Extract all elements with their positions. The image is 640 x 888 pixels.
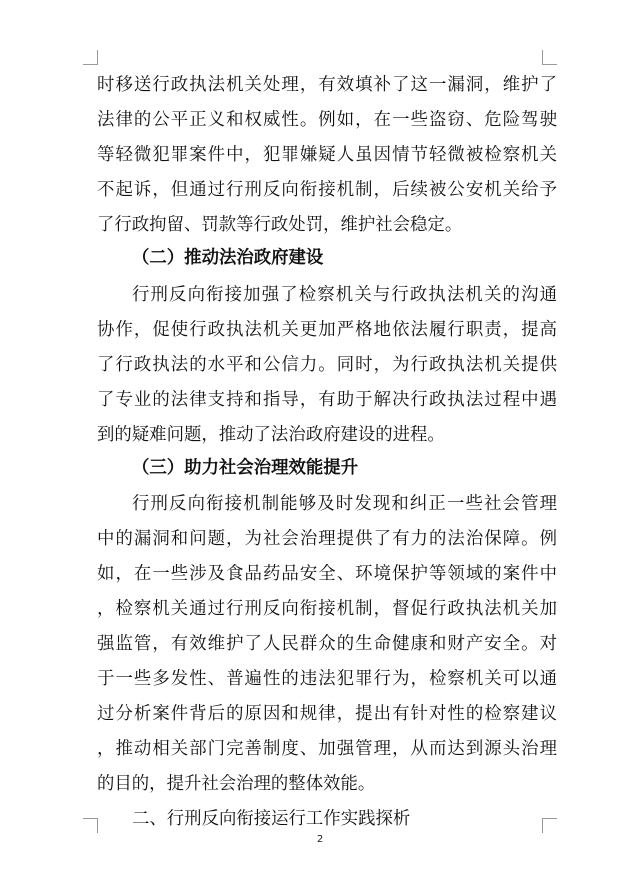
chapter-heading: 二、行刑反向衔接运行工作实践探析 (132, 809, 411, 829)
crop-mark-top-right (542, 50, 557, 65)
crop-mark-bottom-left (83, 818, 98, 833)
paragraph-line: 法律的公平正义和权威性。例如，在一些盗窃、危险驾驶 (97, 110, 557, 130)
paragraph-line: 的目的，提升社会治理的整体效能。 (97, 774, 376, 794)
paragraph-line: 时移送行政执法机关处理，有效填补了这一漏洞，维护了 (97, 75, 557, 95)
paragraph-line: 行刑反向衔接机制能够及时发现和纠正一些社会管理 (132, 494, 557, 514)
section-heading: （二）推动法治政府建设 (132, 248, 324, 268)
paragraph-line: 了专业的法律支持和指导，有助于解决行政执法过程中遇 (97, 390, 557, 410)
paragraph-line: 过分析案件背后的原因和规律，提出有针对性的检察建议 (97, 704, 557, 724)
paragraph-line: 强监管，有效维护了人民群众的生命健康和财产安全。对 (97, 634, 557, 654)
paragraph-line: 了行政拘留、罚款等行政处罚，维护社会稳定。 (97, 215, 463, 235)
page-number: 2 (316, 834, 324, 845)
paragraph-line: 了行政执法的水平和公信力。同时，为行政执法机关提供 (97, 355, 557, 375)
paragraph-line: ，检察机关通过行刑反向衔接机制，督促行政执法机关加 (97, 599, 557, 619)
section-heading: （三）助力社会治理效能提升 (132, 458, 359, 478)
paragraph-line: 于一些多发性、普遍性的违法犯罪行为，检察机关可以通 (97, 669, 557, 689)
crop-mark-top-left (83, 50, 98, 65)
paragraph-line: 不起诉，但通过行刑反向衔接机制，后续被公安机关给予 (97, 180, 557, 200)
paragraph-line: ，推动相关部门完善制度、加强管理，从而达到源头治理 (97, 739, 557, 759)
paragraph-line: 协作，促使行政执法机关更加严格地依法履行职责，提高 (97, 320, 557, 340)
paragraph-line: 等轻微犯罪案件中，犯罪嫌疑人虽因情节轻微被检察机关 (97, 145, 557, 165)
paragraph-line: 到的疑难问题，推动了法治政府建设的进程。 (97, 425, 445, 445)
paragraph-line: 行刑反向衔接加强了检察机关与行政执法机关的沟通 (132, 285, 557, 305)
paragraph-line: 中的漏洞和问题，为社会治理提供了有力的法治保障。例 (97, 529, 557, 549)
paragraph-line: 如，在一些涉及食品药品安全、环境保护等领域的案件中 (97, 564, 557, 584)
